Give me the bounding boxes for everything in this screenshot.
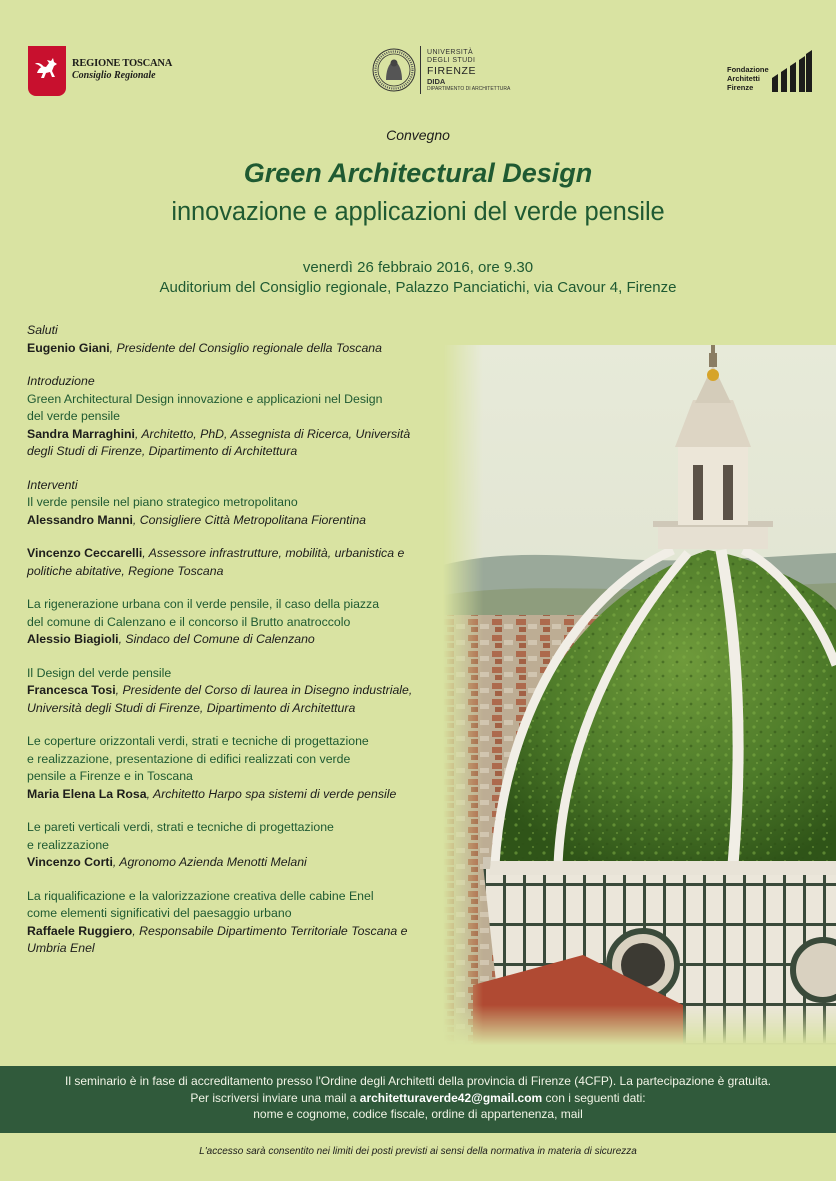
section-label-introduzione: Introduzione (27, 374, 95, 388)
speaker-role: , Presidente del Consiglio regionale della Toscana (109, 340, 382, 355)
talk-title-line: La riqualificazione e la valorizzazione creativa delle cabine Enel (27, 888, 374, 903)
unifi-dida-logo (372, 46, 510, 94)
speaker-line (27, 632, 315, 646)
regione-logo-line2: Consiglio Regionale (72, 70, 156, 81)
talk-title-line: Green Architectural Design innovazione e applicazioni nel Design (27, 391, 383, 406)
speaker-name: Vincenzo Ceccarelli (27, 546, 143, 560)
green-dome-photo (443, 345, 836, 1045)
registration-line (0, 1090, 836, 1107)
university-seal-icon (372, 48, 416, 92)
talk-title-line: del verde pensile (27, 409, 120, 423)
accreditation-note: Il seminario è in fase di accreditamento presso l'Ordine degli Architetti della provincia di Firenze (4CFP). La partecipazione è gratuita. (65, 1074, 771, 1088)
speaker-line (27, 513, 366, 527)
event-venue: Auditorium del Consiglio regionale, Palazzo Panciatichi, via Cavour 4, Firenze (159, 279, 677, 296)
speaker-line (27, 546, 331, 560)
fondazione-logo-line2: Architetti (727, 73, 760, 83)
speaker-name: Raffaele Ruggiero (27, 923, 133, 938)
fondazione-logo-line1: Fondazione (727, 64, 769, 74)
talk-title-line: e realizzazione, presentazione di edifici realizzati con verde (27, 751, 351, 766)
speaker-role: Toscana e Umbria Enel (27, 923, 408, 955)
speaker-line (27, 924, 348, 938)
speaker-role: , Presidente del Corso di laurea in Disegno (115, 683, 350, 697)
speaker-name: Alessio Biagioli (27, 632, 119, 646)
talk-title-line: del comune di Calenzano e il concorso il Brutto anatroccolo (27, 614, 351, 629)
speaker-line (280, 701, 355, 715)
speaker-name: Maria Elena La Rosa (27, 786, 147, 801)
speaker-line (27, 787, 354, 801)
speaker-role: , Architetto, PhD, Assegnista di Ricerca, (134, 426, 353, 441)
speaker-role: , Consigliere Città Metropolitana Fiorentina (132, 512, 366, 527)
speaker-role: , Sindaco del Comune di Calenzano (118, 632, 315, 646)
event-title: Green Architectural Design (243, 158, 593, 188)
speaker-line (27, 427, 352, 441)
speaker-role: urbanistica e politiche abitative, Regione Toscana (27, 546, 405, 578)
speaker-name: Vincenzo Corti (27, 855, 113, 869)
event-subtitle: innovazione e applicazioni del verde pensile (171, 198, 665, 226)
pegasus-shield-icon (28, 46, 66, 96)
section-label-saluti: Saluti (27, 323, 58, 337)
talk-title-line: Il Design del verde pensile (27, 665, 172, 680)
fondazione-architetti-logo (727, 48, 812, 92)
registration-footer (0, 1066, 836, 1133)
regione-logo-line1: REGIONE TOSCANA (72, 58, 173, 69)
speaker-role: , Agronomo Azienda Menotti Melani (112, 855, 307, 869)
speaker-name: Sandra Marraghini (27, 426, 135, 441)
speaker-line (27, 341, 382, 355)
safety-disclaimer: L'accesso sarà consentito nei limiti dei posti previsti ai sensi della normativa in materia di sicurezza (199, 1146, 637, 1157)
speaker-line (357, 787, 396, 801)
registration-fields: nome e cognome, codice fiscale, ordine di appartenenza, mail (253, 1107, 583, 1121)
speaker-role: , Architetto Harpo spa sistemi di verde (146, 786, 354, 801)
unifi-logo-line3: FIRENZE (427, 64, 477, 77)
fondazione-logo-line3: Firenze (727, 82, 754, 92)
talk-title-line: come elementi significativi del paesaggio urbano (27, 906, 292, 920)
speaker-role: Università degli Studi di Firenze, Dipartimento di Architettura (27, 426, 411, 458)
unifi-logo-line4: DIDA (427, 76, 446, 86)
event-date: venerdì 26 febbraio 2016, ore 9.30 (302, 259, 534, 276)
fondazione-bars-icon (772, 48, 812, 92)
speaker-role: , Responsabile Dipartimento Territoriale (132, 923, 348, 938)
speaker-name: Alessandro Manni (27, 512, 133, 527)
speaker-name: Eugenio Giani (27, 340, 110, 355)
talk-title-line: Il verde pensile nel piano strategico metropolitano (27, 495, 298, 509)
registration-email-link[interactable]: architetturaverde42@gmail.com (359, 1090, 543, 1105)
speaker-role: , Assessore infrastrutture, mobilità, (142, 546, 332, 560)
speaker-name: Francesca Tosi (27, 683, 116, 697)
program-list (27, 322, 437, 958)
regione-toscana-logo (28, 46, 172, 96)
unifi-logo-line2: DEGLI STUDI (427, 56, 476, 64)
speaker-role: industriale, Università degli Studi di Firenze, Dipartimento (27, 683, 413, 715)
section-label-interventi: Interventi (27, 477, 78, 492)
registration-text-tail: con i seguenti dati: (542, 1090, 646, 1105)
speaker-role: pensile (357, 786, 397, 801)
event-kicker: Convegno (386, 127, 450, 143)
talk-title-line: pensile a Firenze e in Toscana (27, 769, 193, 783)
talk-title-line: e realizzazione (27, 837, 110, 852)
unifi-logo-line5: DIPARTIMENTO DI ARCHITETTURA (427, 85, 511, 92)
talk-title-line: Le coperture orizzontali verdi, strati e tecniche di progettazione (27, 734, 369, 748)
talk-title-line: La rigenerazione urbana con il verde pensile, il caso della piazza (27, 597, 380, 611)
speaker-line (27, 855, 307, 869)
unifi-logo-line1: UNIVERSITÀ (427, 48, 474, 56)
speaker-line (27, 683, 349, 697)
talk-title-line: Le pareti verticali verdi, strati e tecniche di progettazione (27, 820, 334, 834)
registration-text: Per iscriversi inviare una mail a (190, 1090, 360, 1105)
speaker-role: di Architettura (279, 700, 356, 715)
